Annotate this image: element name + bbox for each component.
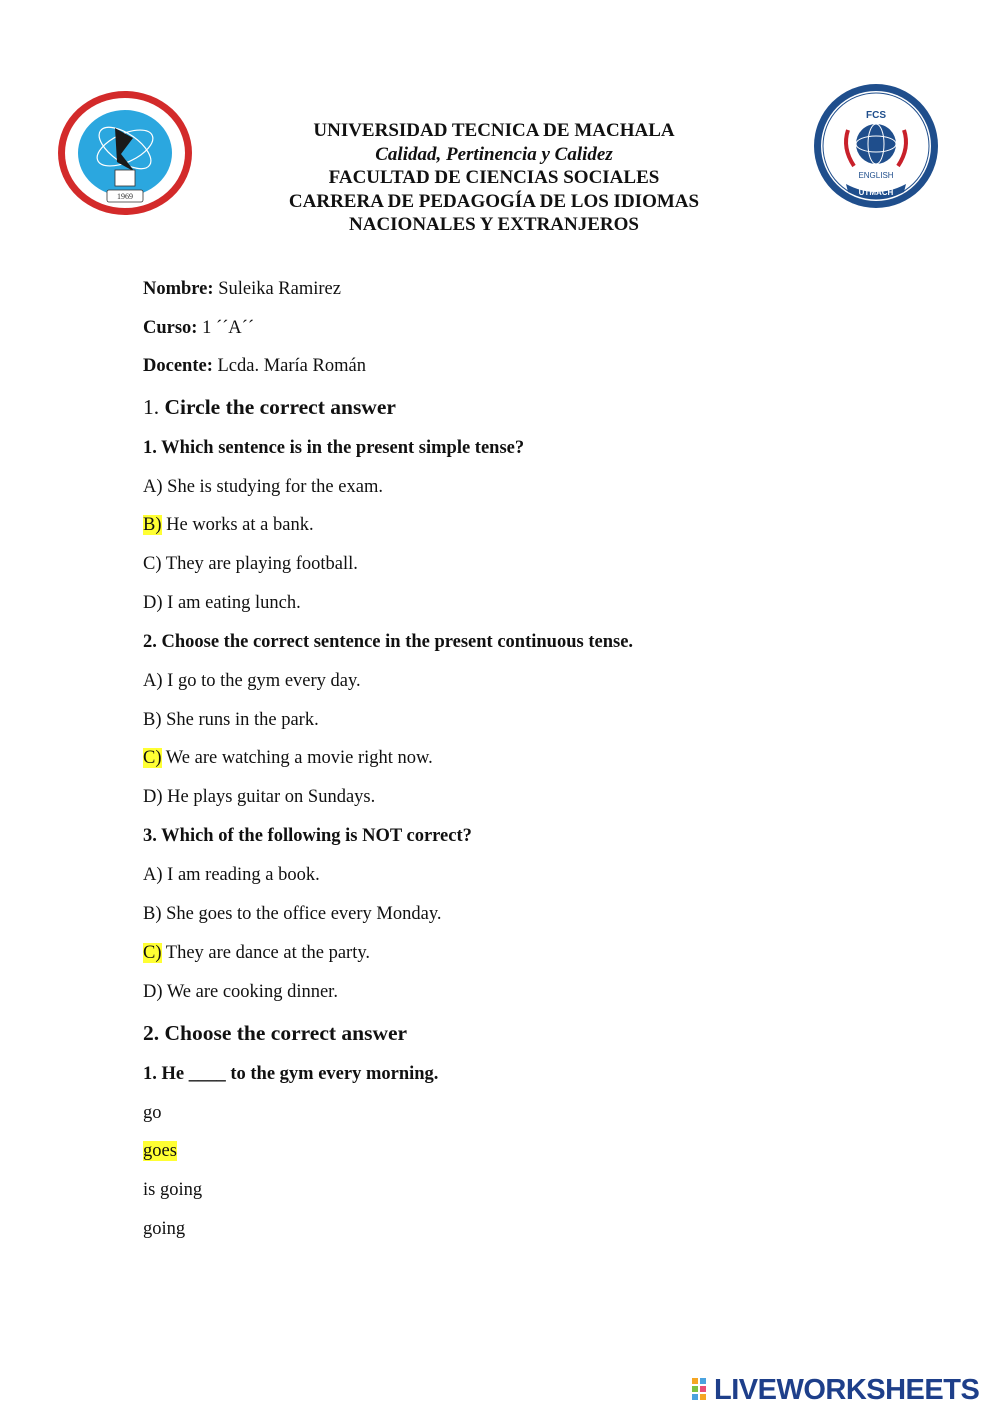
career-line-2: NACIONALES Y EXTRANJEROS — [349, 214, 639, 235]
option-1-1-c[interactable] — [143, 554, 358, 575]
section-1-heading: Circle the correct answer — [164, 395, 396, 419]
option-letter-highlighted: B) — [143, 515, 162, 535]
option-letter: B) — [143, 710, 162, 730]
teacher-value: Lcda. María Román — [217, 356, 366, 376]
section-1-title — [143, 395, 396, 420]
option-1-2-d[interactable] — [143, 787, 375, 808]
option-text: We are watching a movie right now. — [161, 748, 433, 768]
watermark-text: LIVEWORKSHEETS — [714, 1373, 980, 1406]
liveworksheets-logo-icon — [692, 1378, 714, 1402]
section-2-title: 2. Choose the correct answer — [143, 1021, 408, 1045]
name-value: Suleika Ramirez — [218, 279, 341, 299]
university-name: UNIVERSIDAD TECNICA DE MACHALA — [313, 120, 675, 141]
option-letter: D) — [143, 593, 163, 613]
section-1-number: 1. — [143, 395, 160, 419]
answer-option-is-going[interactable]: is going — [143, 1180, 203, 1200]
option-text: I go to the gym every day. — [162, 671, 361, 691]
liveworksheets-watermark — [692, 1373, 979, 1407]
option-1-1-d[interactable] — [143, 593, 301, 614]
answer-highlighted: goes — [143, 1141, 177, 1161]
option-text: We are cooking dinner. — [162, 982, 338, 1002]
university-logo — [55, 88, 195, 218]
option-letter-highlighted: C) — [143, 748, 162, 768]
teacher-label: Docente: — [143, 356, 213, 376]
option-1-2-c[interactable] — [143, 748, 433, 769]
career-line-1: CARRERA DE PEDAGOGÍA DE LOS IDIOMAS — [288, 190, 700, 212]
student-teacher — [143, 356, 366, 377]
name-label: Nombre: — [143, 279, 214, 299]
option-text: She goes to the office every Monday. — [161, 904, 442, 924]
option-text: I am reading a book. — [162, 865, 320, 885]
option-1-3-c[interactable] — [143, 943, 370, 964]
answer-option-going[interactable]: going — [143, 1219, 186, 1239]
seal-fcs: FCS — [866, 110, 886, 121]
course-label: Curso: — [143, 318, 198, 338]
option-text: He works at a bank. — [161, 515, 314, 535]
option-1-3-a[interactable] — [143, 865, 320, 886]
option-1-1-a[interactable] — [143, 477, 383, 498]
option-letter: D) — [143, 982, 163, 1002]
faculty-seal-icon — [810, 82, 942, 210]
option-letter: B) — [143, 904, 162, 924]
option-1-3-b[interactable] — [143, 904, 442, 925]
option-letter: D) — [143, 787, 163, 807]
option-text: They are playing football. — [161, 554, 358, 574]
question-1-1: 1. Which sentence is in the present simple tense? — [143, 438, 525, 458]
document-header — [230, 119, 758, 237]
option-letter: A) — [143, 477, 163, 497]
question-1-3: 3. Which of the following is NOT correct? — [143, 826, 472, 846]
option-text: She runs in the park. — [161, 710, 319, 730]
option-text: They are dance at the party. — [161, 943, 371, 963]
university-seal-icon — [55, 88, 195, 218]
question-1-2: 2. Choose the correct sentence in the present continuous tense. — [143, 632, 634, 652]
option-text: I am eating lunch. — [162, 593, 301, 613]
option-1-2-a[interactable] — [143, 671, 361, 692]
option-letter: A) — [143, 671, 163, 691]
option-1-2-b[interactable] — [143, 710, 319, 731]
question-2-1: 1. He ____ to the gym every morning. — [143, 1064, 439, 1084]
faculty-logo — [810, 82, 942, 210]
seal-year: 1969 — [117, 192, 133, 201]
option-letter: A) — [143, 865, 163, 885]
seal-english: ENGLISH — [858, 171, 894, 180]
answer-option-go[interactable]: go — [143, 1103, 162, 1123]
faculty-name: FACULTAD DE CIENCIAS SOCIALES — [328, 167, 660, 188]
option-text: He plays guitar on Sundays. — [162, 787, 376, 807]
option-letter-highlighted: C) — [143, 943, 162, 963]
option-letter: C) — [143, 554, 162, 574]
option-text: She is studying for the exam. — [162, 477, 383, 497]
option-1-1-b[interactable] — [143, 515, 314, 536]
seal-utmach: UTMACH — [858, 188, 894, 197]
student-name — [143, 279, 341, 300]
course-value: 1 ´´A´´ — [202, 318, 254, 338]
answer-option-goes[interactable] — [143, 1141, 177, 1162]
student-course — [143, 318, 254, 339]
option-1-3-d[interactable] — [143, 982, 338, 1003]
university-motto: Calidad, Pertinencia y Calidez — [375, 143, 613, 165]
